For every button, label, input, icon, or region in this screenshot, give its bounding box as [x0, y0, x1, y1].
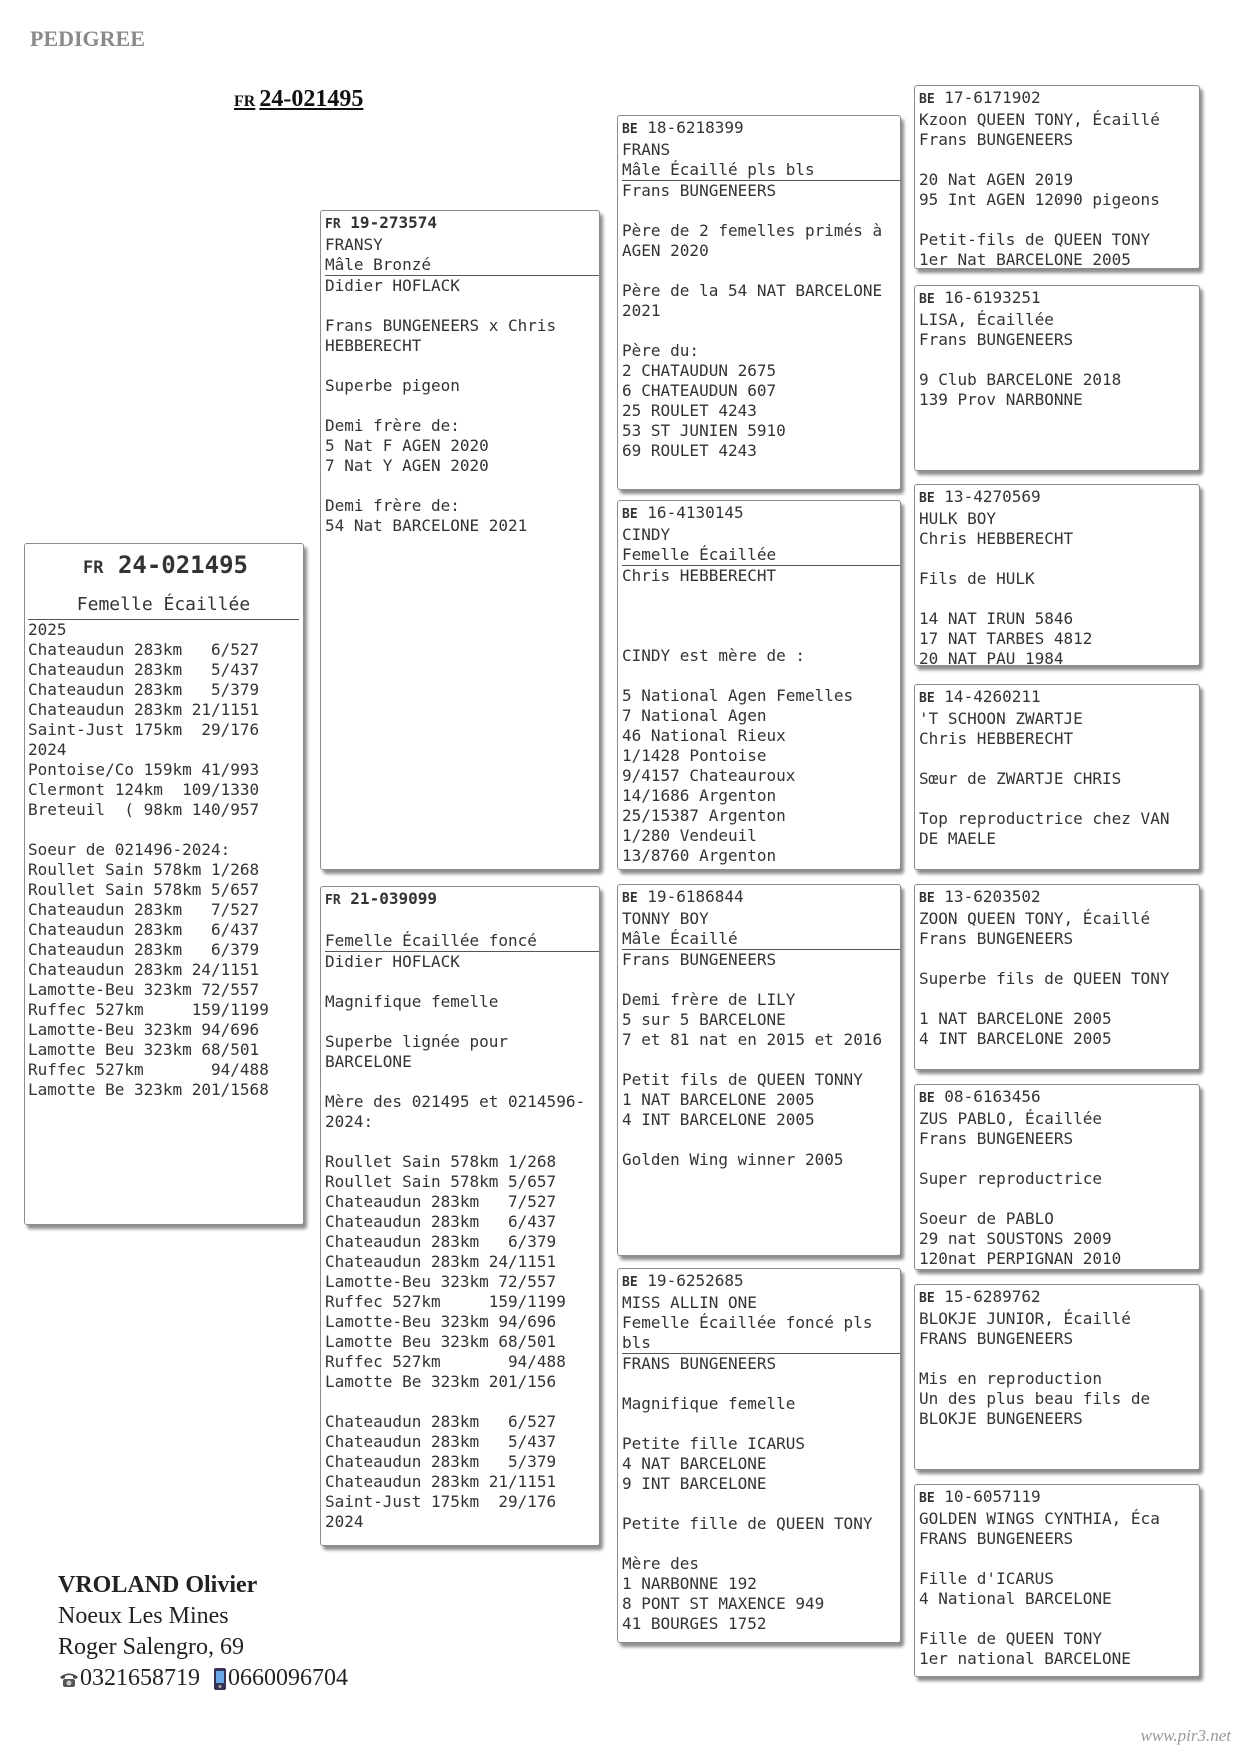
info-line	[622, 1494, 897, 1514]
info-line: 4 INT BARCELONE 2005	[622, 1110, 815, 1129]
info-line: Chateaudun 283km 5/379	[325, 1452, 557, 1471]
info-line: HULK BOY	[919, 509, 997, 528]
info-line: Chateaudun 283km 5/437	[28, 660, 260, 679]
info-line: 1er Nat BARCELONE 2005	[919, 250, 1131, 269]
info-line: Soeur de PABLO	[919, 1209, 1054, 1228]
info-line: 1 NAT BARCELONE 2005	[919, 1009, 1112, 1028]
owner-phones	[58, 1663, 348, 1694]
info-line: 54 Nat BARCELONE 2021	[325, 516, 528, 535]
great-grandparent-card: BE 16-6193251 LISA, Écaillée Frans BUNGENEERS 9 Club BARCELONE 2018 139 Prov NARBONNE	[914, 285, 1200, 471]
owner-city: Noeux Les Mines	[58, 1603, 229, 1629]
info-line: Clermont 124km 109/1330	[28, 780, 260, 799]
info-line: Saint-Just 175km 29/176	[28, 720, 260, 739]
info-line: 1 NARBONNE 192	[622, 1574, 757, 1593]
info-line: 95 Int AGEN 12090 pigeons	[919, 190, 1160, 209]
info-line: Chateaudun 283km 5/437	[325, 1432, 557, 1451]
owner-info	[58, 1570, 348, 1694]
info-line: 13/8760 Argenton	[622, 846, 777, 865]
info-line	[622, 1050, 897, 1070]
pigeon-name: FRANSY	[325, 235, 383, 254]
info-line: Chateaudun 283km 6/379	[325, 1232, 557, 1251]
info-line	[622, 1534, 897, 1554]
info-line: Chateaudun 283km 21/1151	[28, 700, 260, 719]
info-line: 7 Nat Y AGEN 2020	[325, 456, 489, 475]
info-line: Roullet Sain 578km 1/268	[325, 1152, 557, 1171]
info-line	[919, 1609, 1196, 1629]
info-line	[919, 589, 1196, 609]
info-line: Frans BUNGENEERS	[919, 929, 1074, 948]
info-line: 41 BOURGES 1752	[622, 1614, 767, 1633]
info-line: 120nat PERPIGNAN 2010	[919, 1249, 1122, 1268]
info-line: LISA, Écaillée	[919, 310, 1054, 329]
info-line: 20 NAT PAU 1984	[919, 649, 1064, 666]
ring-number: FR 19-273574	[325, 213, 437, 232]
info-line: Chris HEBBERECHT	[919, 529, 1074, 548]
info-line	[622, 606, 897, 626]
info-line: Petite fille de QUEEN TONY	[622, 1514, 873, 1533]
info-line: 9/4157 Chateauroux	[622, 766, 796, 785]
watermark: www.pir3.net	[1140, 1726, 1231, 1745]
info-line: 4 NAT BARCELONE	[622, 1454, 767, 1473]
info-line: FRANS BUNGENEERS	[919, 1529, 1074, 1548]
info-line: FRANS BUNGENEERS	[919, 1329, 1074, 1348]
info-line: Roullet Sain 578km 5/657	[28, 880, 260, 899]
info-line: CINDY est mère de :	[622, 646, 806, 665]
info-line: 9 INT BARCELONE	[622, 1474, 767, 1493]
info-line	[919, 1189, 1196, 1209]
great-grandparent-card: BE 08-6163456 ZUS PABLO, Écaillée Frans BUNGENEERS Super reproductrice Soeur de PABLO 29 nat SOUSTONS 2009 120nat PERPIGNAN 2010	[914, 1084, 1200, 1270]
info-line: Chateaudun 283km 24/1151	[28, 960, 260, 979]
great-grandparent-card: BE 10-6057119 GOLDEN WINGS CYNTHIA, Éca FRANS BUNGENEERS Fille d'ICARUS 4 National BARCELONE Fille de QUEEN TONY 1er national BARCELONE	[914, 1484, 1200, 1677]
info-line: Chateaudun 283km 6/437	[28, 920, 260, 939]
info-line: 5 National Agen Femelles	[622, 686, 854, 705]
info-line: 69 ROULET 4243	[622, 441, 757, 460]
great-grandparent-card: BE 13-6203502 ZOON QUEEN TONY, Écaillé Frans BUNGENEERS Superbe fils de QUEEN TONY 1 NAT BARCELONE 2005 4 INT BARCELONE 2005	[914, 884, 1200, 1070]
info-line: 25 ROULET 4243	[622, 401, 757, 420]
info-line: 5 Nat F AGEN 2020	[325, 436, 489, 455]
pigeon-name: CINDY	[622, 525, 671, 544]
info-line: Père de la 54 NAT BARCELONE 2021	[622, 281, 892, 320]
info-line	[622, 626, 897, 646]
info-line: Chateaudun 283km 21/1151	[325, 1472, 557, 1491]
info-line: ZOON QUEEN TONY, Écaillé	[919, 909, 1151, 928]
owner-name: VROLAND Olivier	[58, 1572, 258, 1598]
info-line: Fille de QUEEN TONY	[919, 1629, 1103, 1648]
info-line	[325, 356, 596, 376]
info-line: Roullet Sain 578km 1/268	[28, 860, 260, 879]
pigeon-color: Femelle Écaillée	[622, 545, 900, 566]
info-line: 1/280 Vendeuil	[622, 826, 757, 845]
info-line	[919, 949, 1196, 969]
info-line: Petite fille ICARUS	[622, 1434, 806, 1453]
info-line: 2024	[28, 740, 67, 759]
info-line: 1er national BARCELONE	[919, 1649, 1131, 1668]
info-line: Demi frère de:	[325, 496, 460, 515]
page-title: PEDIGREE	[30, 26, 145, 51]
pigeon-color: Mâle Écaillé	[622, 929, 900, 950]
info-line	[622, 970, 897, 990]
info-line: Père de 2 femelles primés à AGEN 2020	[622, 221, 892, 260]
top-ring-number: FR 24-021495	[234, 86, 364, 112]
info-line: Ruffec 527km 159/1199	[28, 1000, 269, 1019]
info-line: Chateaudun 283km 6/437	[325, 1212, 557, 1231]
info-line: 2025	[28, 620, 67, 639]
info-line	[622, 261, 897, 281]
info-line	[622, 1130, 897, 1150]
great-grandparent-card: BE 17-6171902 Kzoon QUEEN TONY, Écaillé Frans BUNGENEERS 20 Nat AGEN 2019 95 Int AGEN 12090 pigeons Petit-fils de QUEEN TONY 1er Nat BARCELONE 2005	[914, 85, 1200, 269]
info-line: Fille d'ICARUS	[919, 1569, 1054, 1588]
info-line: Chris HEBBERECHT	[919, 729, 1074, 748]
info-line	[919, 1349, 1196, 1369]
info-line	[325, 476, 596, 496]
info-line	[325, 396, 596, 416]
info-line: Top reproductrice chez VAN DE MAELE	[919, 809, 1180, 848]
info-line: Golden Wing winner 2005	[622, 1150, 844, 1169]
info-line: Mis en reproduction	[919, 1369, 1103, 1388]
pigeon-color: Femelle Écaillée foncé pls bls	[622, 1313, 900, 1354]
owner-phone: 0321658719	[80, 1665, 200, 1691]
info-line: Saint-Just 175km 29/176	[325, 1492, 557, 1511]
info-line: 20 Nat AGEN 2019	[919, 170, 1074, 189]
info-line: Frans BUNGENEERS	[919, 1129, 1074, 1148]
info-line: Frans BUNGENEERS	[622, 181, 777, 200]
info-line: Super reproductrice	[919, 1169, 1103, 1188]
info-line: Chris HEBBERECHT	[622, 566, 777, 585]
info-line	[919, 210, 1196, 230]
info-line	[325, 1072, 596, 1092]
info-line: 14 NAT IRUN 5846	[919, 609, 1074, 628]
great-grandparent-card: BE 15-6289762 BLOKJE JUNIOR, Écaillé FRANS BUNGENEERS Mis en reproduction Un des plus beau fils de BLOKJE BUNGENEERS	[914, 1284, 1200, 1470]
info-line: Petit fils de QUEEN TONNY	[622, 1070, 863, 1089]
info-line: Chateaudun 283km 5/379	[28, 680, 260, 699]
info-line	[325, 296, 596, 316]
info-line: Superbe lignée pour BARCELONE	[325, 1032, 518, 1071]
info-line: Breteuil ( 98km 140/957	[28, 800, 260, 819]
info-line	[325, 1132, 596, 1152]
info-line: 46 National Rieux	[622, 726, 786, 745]
info-line: FRANS BUNGENEERS	[622, 1354, 777, 1373]
pigeon-color: Mâle Écaillé pls bls	[622, 160, 900, 181]
info-line: Frans BUNGENEERS	[919, 330, 1074, 349]
info-line: Kzoon QUEEN TONY, Écaillé	[919, 110, 1160, 129]
info-line: Didier HOFLACK	[325, 276, 460, 295]
info-line: Ruffec 527km 159/1199	[325, 1292, 566, 1311]
pigeon-color: Mâle Bronzé	[325, 255, 599, 276]
info-line: Mère des 021495 et 0214596-2024:	[325, 1092, 586, 1131]
info-line: 4 INT BARCELONE 2005	[919, 1029, 1112, 1048]
info-line: Frans BUNGENEERS	[622, 950, 777, 969]
info-line	[919, 350, 1196, 370]
info-line: Magnifique femelle	[325, 992, 499, 1011]
info-line	[28, 820, 303, 840]
great-grandparent-card: BE 13-4270569 HULK BOY Chris HEBBERECHT Fils de HULK 14 NAT IRUN 5846 17 NAT TARBES 4812 20 NAT PAU 1984	[914, 484, 1200, 666]
pigeon-name	[325, 911, 596, 931]
info-line: 7 et 81 nat en 2015 et 2016	[622, 1030, 883, 1049]
info-line: Lamotte-Beu 323km 72/557	[325, 1272, 557, 1291]
info-line: Frans BUNGENEERS x Chris HEBBERECHT	[325, 316, 566, 355]
info-line: Ruffec 527km 94/488	[325, 1352, 566, 1371]
pigeon-name: FRANS	[622, 140, 671, 159]
info-line	[919, 150, 1196, 170]
info-line: 7 National Agen	[622, 706, 767, 725]
info-line: ZUS PABLO, Écaillée	[919, 1109, 1103, 1128]
info-line: Didier HOFLACK	[325, 952, 460, 971]
info-line: 2024	[325, 1512, 364, 1531]
telephone-icon	[58, 1670, 80, 1688]
owner-street: Roger Salengro, 69	[58, 1634, 244, 1660]
info-line: 53 ST JUNIEN 5910	[622, 421, 786, 440]
info-line: Chateaudun 283km 6/527	[325, 1412, 557, 1431]
info-line: 139 Prov NARBONNE	[919, 390, 1083, 409]
pigeon-name: MISS ALLIN ONE	[622, 1293, 757, 1312]
info-line: Petit-fils de QUEEN TONY	[919, 230, 1151, 249]
info-line: 1/1428 Pontoise	[622, 746, 767, 765]
dam-card	[320, 886, 600, 1546]
info-line	[622, 1414, 897, 1434]
pigeon-color: Femelle Écaillée foncé	[325, 931, 599, 952]
info-line: Chateaudun 283km 7/527	[28, 900, 260, 919]
info-line: Superbe fils de QUEEN TONY	[919, 969, 1170, 988]
info-line: 1 NAT BARCELONE 2005	[622, 1090, 815, 1109]
info-line	[622, 321, 897, 341]
info-line: 17 NAT TARBES 4812	[919, 629, 1093, 648]
info-line: GOLDEN WINGS CYNTHIA, Éca	[919, 1509, 1160, 1528]
info-line: Chateaudun 283km 7/527	[325, 1192, 557, 1211]
info-line: 9 Club BARCELONE 2018	[919, 370, 1122, 389]
info-line: Père du:	[622, 341, 700, 360]
info-line: Chateaudun 283km 6/379	[28, 940, 260, 959]
subject-ring: FR 24-021495	[83, 551, 248, 579]
info-line	[919, 1549, 1196, 1569]
info-line: Un des plus beau fils de BLOKJE BUNGENEERS	[919, 1389, 1160, 1428]
owner-mobile: 0660096704	[228, 1665, 348, 1691]
info-line: 29 nat SOUSTONS 2009	[919, 1229, 1112, 1248]
info-line: Lamotte-Beu 323km 94/696	[28, 1020, 260, 1039]
info-line: Lamotte Beu 323km 68/501	[28, 1040, 260, 1059]
info-line: Magnifique femelle	[622, 1394, 796, 1413]
info-line: Lamotte Be 323km 201/1568	[28, 1080, 269, 1099]
info-line: Soeur de 021496-2024:	[28, 840, 231, 859]
info-line	[325, 1392, 596, 1412]
info-line: 6 CHATEAUDUN 607	[622, 381, 777, 400]
sire-card	[320, 210, 600, 870]
info-line	[919, 1149, 1196, 1169]
info-line: Sœur de ZWARTJE CHRIS	[919, 769, 1122, 788]
info-line	[919, 989, 1196, 1009]
info-line: Chateaudun 283km 6/527	[28, 640, 260, 659]
info-line: Fils de HULK	[919, 569, 1035, 588]
info-line: Pontoise/Co 159km 41/993	[28, 760, 260, 779]
info-line: Superbe pigeon	[325, 376, 460, 395]
info-line: 25/15387 Argenton	[622, 806, 786, 825]
info-line: 5 sur 5 BARCELONE	[622, 1010, 786, 1029]
info-line: Lamotte Be 323km 201/156	[325, 1372, 557, 1391]
info-line: Frans BUNGENEERS	[919, 130, 1074, 149]
pigeon-name: TONNY BOY	[622, 909, 709, 928]
grandparent-card: BE 16-4130145 CINDY Femelle Écaillée Chris HEBBERECHT CINDY est mère de : 5 National Agen Femelles 7 National Agen 46 National Rieux 1/1428 Pontoise 9/4157 Chateauroux 14/1686 Argenton 25/15387 Argenton 1/280 Vendeuil 13/8760 Argenton	[617, 500, 901, 870]
subject-sex: Femelle Écaillée	[28, 583, 299, 620]
info-line	[622, 201, 897, 221]
info-line: Lamotte-Beu 323km 94/696	[325, 1312, 557, 1331]
info-line	[325, 972, 596, 992]
info-line: Ruffec 527km 94/488	[28, 1060, 269, 1079]
info-line	[622, 1374, 897, 1394]
ring-number: FR 21-039099	[325, 889, 437, 908]
info-line	[325, 1012, 596, 1032]
info-line: 8 PONT ST MAXENCE 949	[622, 1594, 825, 1613]
info-line	[919, 789, 1196, 809]
info-line: BLOKJE JUNIOR, Écaillé	[919, 1309, 1131, 1328]
info-line: 2 CHATAUDUN 2675	[622, 361, 777, 380]
subject-card	[24, 543, 304, 1225]
info-line: Chateaudun 283km 24/1151	[325, 1252, 557, 1271]
info-line: Mère des	[622, 1554, 700, 1573]
info-line: 4 National BARCELONE	[919, 1589, 1112, 1608]
grandparent-card: BE 18-6218399 FRANS Mâle Écaillé pls bls Frans BUNGENEERS Père de 2 femelles primés à AGEN 2020 Père de la 54 NAT BARCELONE 2021 Père du: 2 CHATAUDUN 2675 6 CHATEAUDUN 607 25 ROULET 4243 53 ST JUNIEN 5910 69 ROULET 4243	[617, 115, 901, 490]
info-line: Demi frère de LILY	[622, 990, 796, 1009]
info-line	[622, 666, 897, 686]
info-line: 'T SCHOON ZWARTJE	[919, 709, 1083, 728]
grandparent-card: BE 19-6186844 TONNY BOY Mâle Écaillé Frans BUNGENEERS Demi frère de LILY 5 sur 5 BARCELONE 7 et 81 nat en 2015 et 2016 Petit fils de QUEEN TONNY 1 NAT BARCELONE 2005 4 INT BARCELONE 2005 Golden Wing winner 2005	[617, 884, 901, 1256]
info-line: Demi frère de:	[325, 416, 460, 435]
great-grandparent-card: BE 14-4260211 'T SCHOON ZWARTJE Chris HEBBERECHT Sœur de ZWARTJE CHRIS Top reproductrice chez VAN DE MAELE	[914, 684, 1200, 870]
info-line: Lamotte Beu 323km 68/501	[325, 1332, 557, 1351]
info-line	[919, 549, 1196, 569]
info-line: Lamotte-Beu 323km 72/557	[28, 980, 260, 999]
grandparent-card: BE 19-6252685 MISS ALLIN ONE Femelle Écaillée foncé pls bls FRANS BUNGENEERS Magnifique femelle Petite fille ICARUS 4 NAT BARCELONE 9 INT BARCELONE Petite fille de QUEEN TONY Mère des 1 NARBONNE 192 8 PONT ST MAXENCE 949 41 BOURGES 1752	[617, 1268, 901, 1643]
info-line	[919, 749, 1196, 769]
mobile-phone-icon	[212, 1667, 228, 1691]
info-line: Roullet Sain 578km 5/657	[325, 1172, 557, 1191]
info-line: 14/1686 Argenton	[622, 786, 777, 805]
info-line	[622, 586, 897, 606]
